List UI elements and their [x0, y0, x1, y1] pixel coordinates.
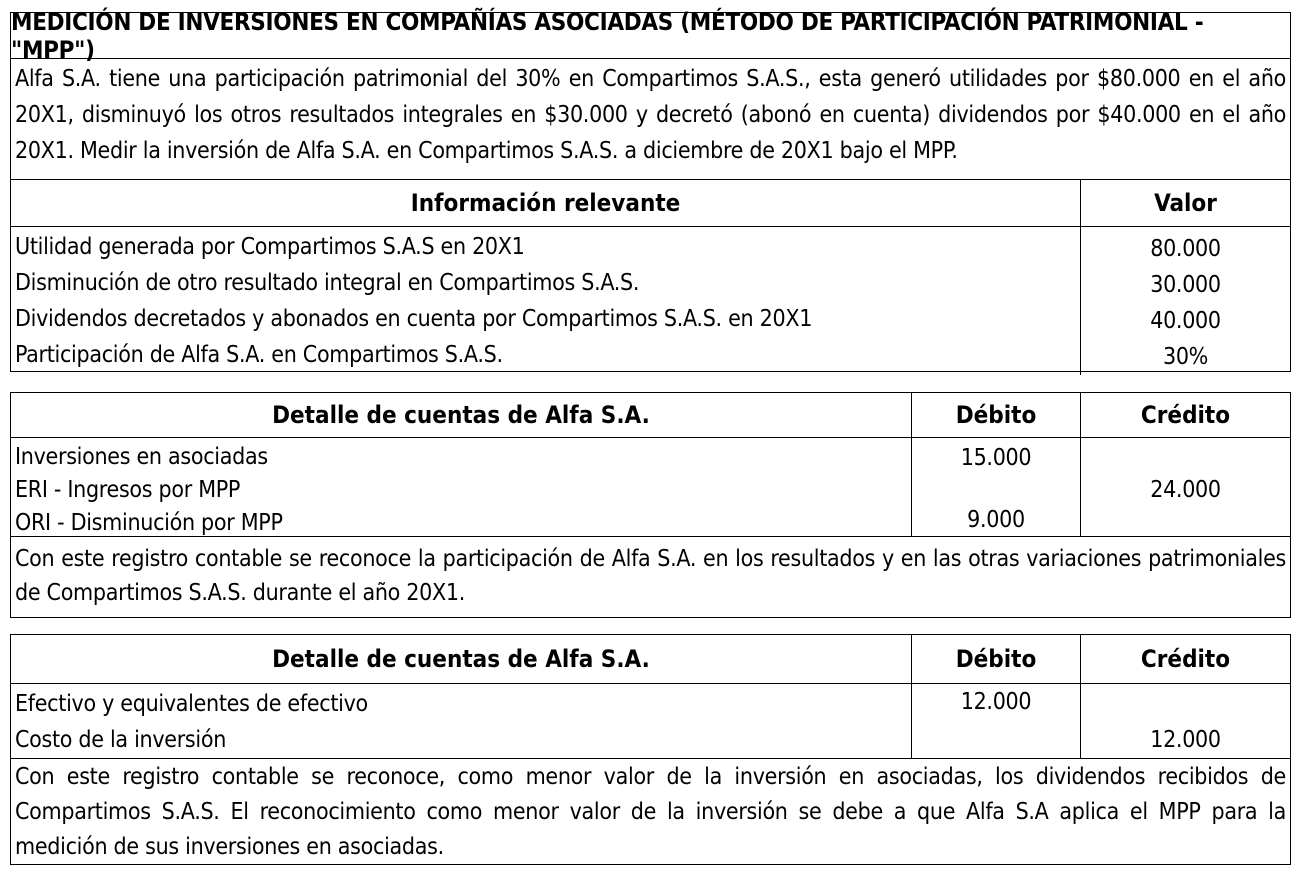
entry1-credit: 24.000	[1150, 477, 1221, 503]
entry2-header-account: Detalle de cuentas de Alfa S.A.	[11, 635, 911, 684]
info-row-value: 40.000	[1150, 308, 1221, 334]
entry2-debits	[911, 684, 1080, 758]
entry1-header-debit: Débito	[911, 393, 1080, 438]
entry2-note: Con este registro contable se reconoce, como menor valor de la inversión en asociadas, los dividendos recibidos de Compartimos S.A.S. El reconocimiento como menor valor de la inversión se debe a que Alfa S.A aplica el MPP para la medición de sus inversiones en asociadas.	[11, 758, 1290, 867]
info-header-value: Valor	[1080, 180, 1290, 227]
entry1-header-credit: Crédito	[1080, 393, 1290, 438]
info-labels	[11, 227, 1080, 375]
info-table	[11, 180, 1290, 375]
entry2-debit: 12.000	[960, 689, 1032, 715]
entry1-debit: 15.000	[960, 445, 1032, 471]
entry2-credit: 12.000	[1150, 727, 1221, 753]
entry1-account: ORI - Disminución por MPP	[15, 509, 283, 536]
journal-entry-1	[10, 392, 1291, 618]
info-row-value: 30.000	[1150, 272, 1221, 298]
entry1-header-account: Detalle de cuentas de Alfa S.A.	[11, 393, 911, 438]
case-statement: Alfa S.A. tiene una participación patrimonial del 30% en Compartimos S.A.S., esta generó utilidades por $80.000 en el año 20X1, disminuyó los otros resultados integrales en $30.000 y decretó (abonó en cuenta) dividendos por $40.000 en el año 20X1. Medir la inversión de Alfa S.A. en Compartimos S.A.S. a diciembre de 20X1 bajo el MPP.	[11, 59, 1290, 180]
info-row-label: Dividendos decretados y abonados en cuenta por Compartimos S.A.S. en 20X1	[15, 306, 813, 332]
case-box	[10, 7, 1291, 372]
entry2-table	[11, 635, 1290, 758]
journal-entry-2	[10, 634, 1291, 865]
entry2-account: Costo de la inversión	[15, 727, 227, 753]
entry2-header-debit: Débito	[911, 635, 1080, 684]
info-row-label: Participación de Alfa S.A. en Compartimos S.A.S.	[15, 342, 503, 368]
entry1-accounts	[11, 438, 911, 536]
entry2-account: Efectivo y equivalentes de efectivo	[15, 691, 368, 717]
entry2-accounts	[11, 684, 911, 758]
entry1-debit: 9.000	[967, 507, 1025, 533]
info-values	[1080, 227, 1290, 375]
info-row-value: 80.000	[1150, 236, 1221, 262]
info-row-label: Utilidad generada por Compartimos S.A.S en 20X1	[15, 234, 525, 260]
entry2-header-credit: Crédito	[1080, 635, 1290, 684]
info-header-label: Información relevante	[11, 180, 1080, 227]
entry1-account: ERI - Ingresos por MPP	[15, 476, 241, 503]
entry1-note: Con este registro contable se reconoce la participación de Alfa S.A. en los resultados y en las otras variaciones patrimoniales de Compartimos S.A.S. durante el año 20X1.	[11, 536, 1290, 622]
entry2-credits	[1080, 684, 1290, 758]
entry1-table	[11, 393, 1290, 536]
entry1-credits	[1080, 438, 1290, 536]
entry1-debits	[911, 438, 1080, 536]
page-title: MEDICIÓN DE INVERSIONES EN COMPAÑÍAS ASOCIADAS (MÉTODO DE PARTICIPACIÓN PATRIMONIAL - "MPP")	[11, 13, 1290, 59]
info-row-label: Disminución de otro resultado integral en Compartimos S.A.S.	[15, 270, 640, 296]
entry1-account: Inversiones en asociadas	[15, 443, 268, 470]
info-row-value: 30%	[1162, 344, 1209, 370]
